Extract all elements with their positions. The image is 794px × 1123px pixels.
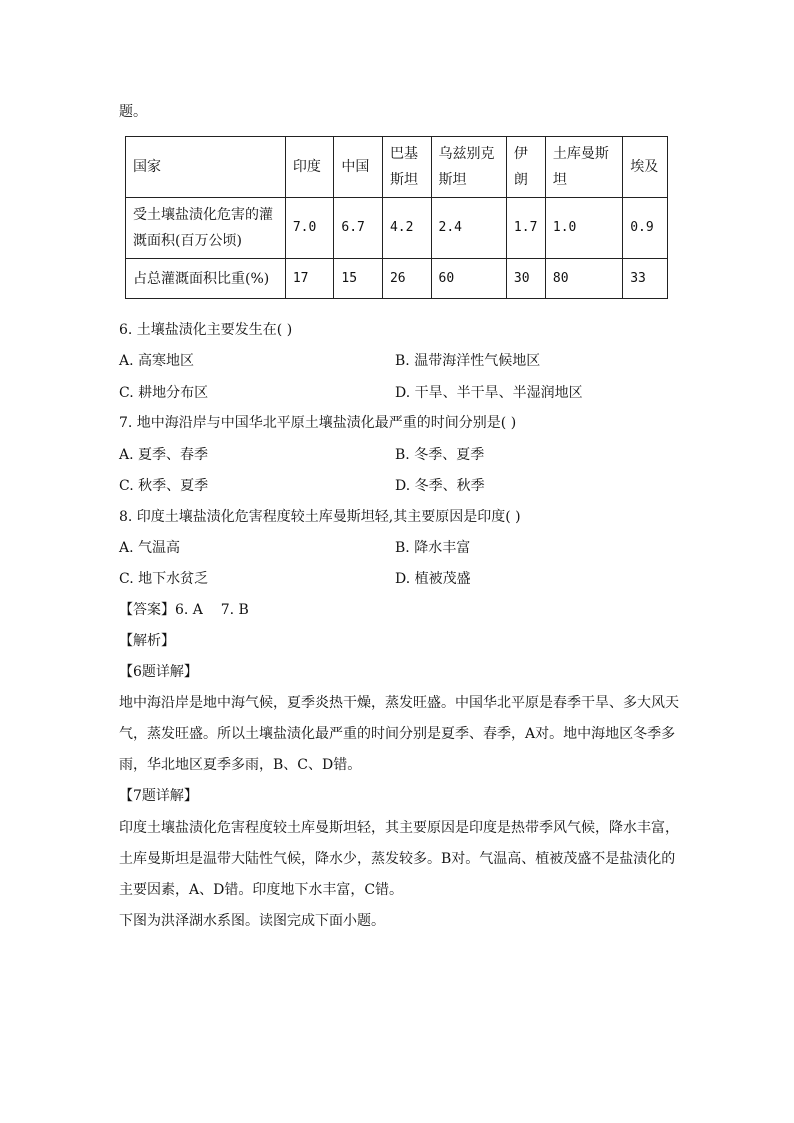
salinization-table <box>125 136 668 299</box>
cell-value: 1.7 <box>506 198 545 259</box>
q6-detail-heading: 【6题详解】 <box>119 664 198 680</box>
question-6-option-a: A. 高寒地区 <box>119 353 195 369</box>
question-7-option-d: D. 冬季、秋季 <box>395 478 485 494</box>
row-label: 占总灌溉面积比重(%) <box>126 259 286 299</box>
question-7-option-c: C. 秋季、夏季 <box>119 478 209 494</box>
question-6-option-c: C. 耕地分布区 <box>119 385 209 401</box>
cell-value: 30 <box>506 259 545 299</box>
cell-value: 6.7 <box>334 198 383 259</box>
analysis-heading: 【解析】 <box>119 633 175 649</box>
table-header-row <box>126 137 668 198</box>
intro-tail: 题。 <box>119 104 147 120</box>
cell-value: 33 <box>623 259 668 299</box>
header-iran: 伊朗 <box>506 137 545 198</box>
header-turkmenistan: 土库曼斯坦 <box>545 137 622 198</box>
q7-detail-line: 土库曼斯坦是温带大陆性气候，降水少，蒸发较多。B对。气温高、植被茂盛不是盐渍化的 <box>119 851 676 867</box>
cell-value: 0.9 <box>623 198 668 259</box>
question-7-stem: 7. 地中海沿岸与中国华北平原土壤盐渍化最严重的时间分别是( ) <box>119 415 517 431</box>
header-pakistan: 巴基斯坦 <box>382 137 431 198</box>
next-section-intro: 下图为洪泽湖水系图。读图完成下面小题。 <box>119 913 385 929</box>
cell-value: 26 <box>382 259 431 299</box>
header-egypt: 埃及 <box>623 137 668 198</box>
header-country: 国家 <box>126 137 286 198</box>
cell-value: 17 <box>285 259 334 299</box>
table-row <box>126 198 668 259</box>
question-7-option-a: A. 夏季、春季 <box>119 447 209 463</box>
cell-value: 80 <box>545 259 622 299</box>
question-8-option-a: A. 气温高 <box>119 540 181 556</box>
question-6-option-d: D. 干旱、半干旱、半湿润地区 <box>395 385 583 401</box>
question-8-option-b: B. 降水丰富 <box>395 540 471 556</box>
cell-value: 7.0 <box>285 198 334 259</box>
header-india: 印度 <box>285 137 334 198</box>
row-label: 受土壤盐渍化危害的灌溉面积(百万公顷) <box>126 198 286 259</box>
question-6-stem: 6. 土壤盐渍化主要发生在( ) <box>119 322 293 338</box>
cell-value: 60 <box>431 259 506 299</box>
q6-detail-line: 地中海沿岸是地中海气候，夏季炎热干燥，蒸发旺盛。中国华北平原是春季干旱、多大风天 <box>119 695 679 711</box>
question-8-option-d: D. 植被茂盛 <box>395 571 471 587</box>
cell-value: 15 <box>334 259 383 299</box>
q6-detail-line: 气，蒸发旺盛。所以土壤盐渍化最严重的时间分别是夏季、春季，A对。地中海地区冬季多 <box>119 726 676 742</box>
question-8-option-c: C. 地下水贫乏 <box>119 571 209 587</box>
question-8-stem: 8. 印度土壤盐渍化危害程度较土库曼斯坦轻,其主要原因是印度( ) <box>119 509 521 525</box>
answer-line: 【答案】6. A 7. B <box>119 602 249 618</box>
q7-detail-heading: 【7题详解】 <box>119 788 198 804</box>
cell-value: 2.4 <box>431 198 506 259</box>
q7-detail-line: 主要因素，A、D错。印度地下水丰富，C错。 <box>119 882 404 898</box>
q7-detail-line: 印度土壤盐渍化危害程度较土库曼斯坦轻，其主要原因是印度是热带季风气候，降水丰富， <box>119 820 679 836</box>
header-uzbekistan: 乌兹别克斯坦 <box>431 137 506 198</box>
cell-value: 4.2 <box>382 198 431 259</box>
q6-detail-line: 雨，华北地区夏季多雨，B、C、D错。 <box>119 757 362 773</box>
header-china: 中国 <box>334 137 383 198</box>
cell-value: 1.0 <box>545 198 622 259</box>
table-row <box>126 259 668 299</box>
question-6-option-b: B. 温带海洋性气候地区 <box>395 353 541 369</box>
question-7-option-b: B. 冬季、夏季 <box>395 447 485 463</box>
